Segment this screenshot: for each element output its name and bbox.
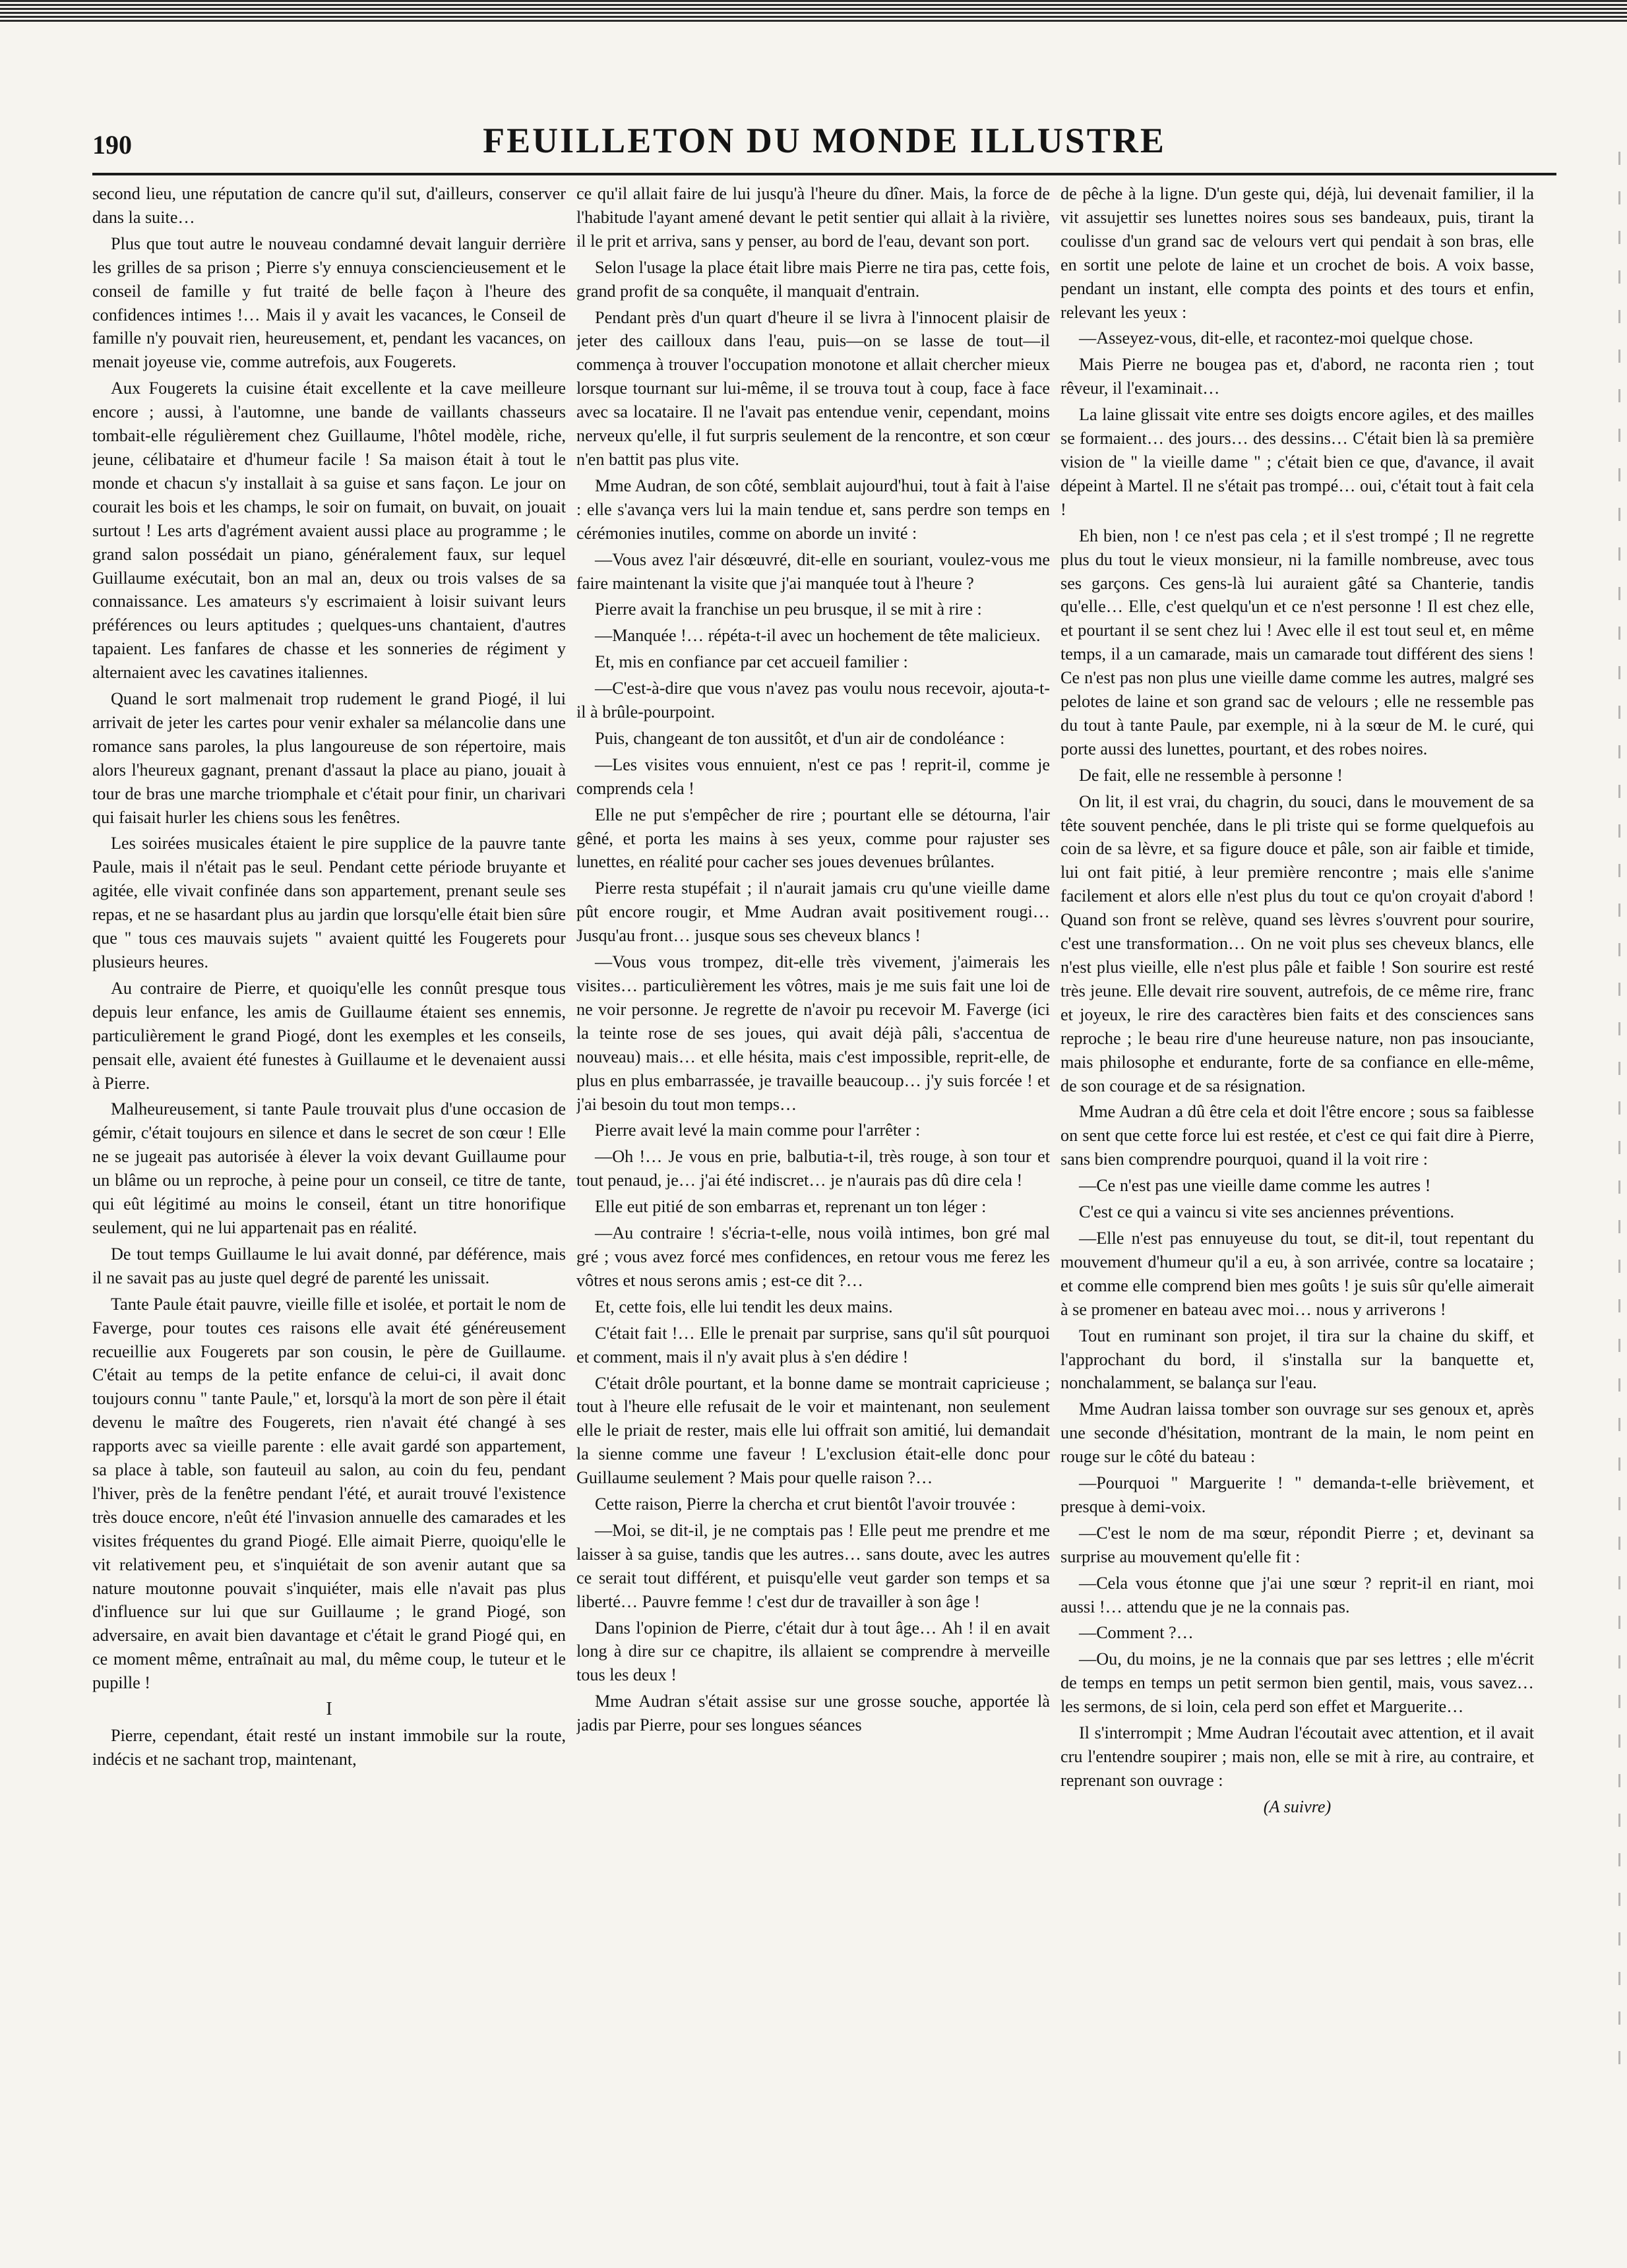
paragraph: Selon l'usage la place était libre mais Pierre ne tira pas, cette fois, grand profit de sa conquête, il manquait d'entrain. <box>576 257 1050 301</box>
paragraph: —C'est-à-dire que vous n'avez pas voulu nous recevoir, ajouta-t-il à brûle-pourpoint. <box>576 679 1050 722</box>
paragraph: Tout en ruminant son projet, il tira sur la chaine du skiff, et l'approchant du bord, il s'installa sur la banquette et, nonchalamment, se balança sur l'eau. <box>1060 1326 1534 1393</box>
paragraph: ce qu'il allait faire de lui jusqu'à l'heure du dîner. Mais, la force de l'habitude l'ayant amené devant le petit sentier qui allait à la rivière, il le prit et arriva, sans y penser, au bord de l'eau, devant son port. <box>576 184 1050 251</box>
paragraph: Mme Audran, de son côté, semblait aujourd'hui, tout à fait à l'aise : elle s'avança vers lui la main tendue et, sans perdre son temps en cérémonies inutiles, comme on aborde un invité : <box>576 475 1050 543</box>
paragraph: Plus que tout autre le nouveau condamné devait languir derrière les grilles de sa prison ; Pierre s'y ennuya consciencieusement et le conseil de famille y fut traité de belle façon à l'heure des confidences intimes !… Mais il y avait les vacances, le Conseil de famille n'y pouvait rien, heureusement, et, pendant les vacances, on menait joyeuse vie, comme autrefois, aux Fougerets. <box>92 233 566 372</box>
paragraph: C'était drôle pourtant, et la bonne dame se montrait capricieuse ; tout à l'heure elle refusait de le voir et maintenant, non seulement elle le priait de rester, mais elle lui offrait son amitié, lui demandait la sienne comme une faveur ! L'exclusion était-elle donc pour Guillaume seulement ? Mais pour quelle raison ?… <box>576 1373 1050 1488</box>
page-number: 190 <box>92 130 132 160</box>
paragraph: Aux Fougerets la cuisine était excellente et la cave meilleure encore ; aussi, à l'automne, une bande de vaillants chasseurs tombait-elle régulièrement chez Guillaume, l'hôtel modèle, riche, jeune, célibataire et d'humeur facile ! Sa maison était à tout le monde et chacun s'y installait à sa guise et sans façon. Le jour on courait les bois et les champs, le soir on fumait, on buvait, on jouait surtout ! Les arts d'agrément avaient aussi place au programme ; le grand salon possédait un piano, généralement faux, sur lequel Guillaume exécutait, bon an mal an, deux ou trois valses de sa connaissance. Les amateurs s'y escrimaient à loisir suivant leurs préférences ou leurs aptitudes ; quelques-uns chantaient, d'autres tapaient. Les fanfares de chasse et les sonneries de régiment y alternaient avec les cavatines italiennes. <box>92 379 566 683</box>
paragraph: —Pourquoi " Marguerite ! " demanda-t-elle brièvement, et presque à demi-voix. <box>1060 1473 1534 1516</box>
paragraph: —Oh !… Je vous en prie, balbutia-t-il, très rouge, à son tour et tout penaud, je… j'ai été indiscret… je n'aurais pas dû dire cela ! <box>576 1147 1050 1190</box>
paragraph: De fait, elle ne ressemble à personne ! <box>1079 765 1343 785</box>
paragraph: Pendant près d'un quart d'heure il se livra à l'innocent plaisir de jeter des cailloux dans l'eau, puis—on se lasse de tout—il commença à trouver l'occupation monotone et allait chercher mieux lorsque tournant sur lui-même, il se trouva tout à coup, face à face avec sa locataire. Il ne l'avait pas entendue venir, cependant, moins nerveux qu'elle, il fut surpris seulement de la rencontre, et son cœur n'en battit pas plus vite. <box>576 307 1050 469</box>
paragraph: Pierre resta stupéfait ; il n'aurait jamais cru qu'une vieille dame pût encore rougir, et Mme Audran avait positivement rougi… Jusqu'au front… jusque sous ses cheveux blancs ! <box>576 878 1050 946</box>
paragraph: —Vous vous trompez, dit-elle très vivement, j'aimerais les visites… particulièrement les vôtres, mais je me suis fait une loi de ne voir personne. Je regrette de n'avoir pu recevoir M. Faverge (ici la teinte rose de ses joues, qui avait déjà pâli, s'accentua de nouveau) mais… et elle hésita, mais c'est impossible, reprit-elle, de plus en plus embarrassée, je travaille beaucoup… j'y suis forcée ! et j'ai besoin du tout mon temps… <box>576 952 1050 1114</box>
paragraph: Pierre avait levé la main comme pour l'arrêter : <box>595 1120 921 1140</box>
paragraph: Tante Paule était pauvre, vieille fille et isolée, et portait le nom de Faverge, pour toutes ces raisons elle avait été généreusement recueillie aux Fougerets par son cousin, le père de Guillaume. C'était au temps de la petite enfance de celui-ci, il avait donc toujours connu " tante Paule," et, lorsqu'à la mort de son père il était devenu le maître des Fougerets, rien n'avait été changé à ses rapports avec sa vieille parente : elle avait gardé son appartement, sa place à table, son fauteuil au salon, au coin du feu, pendant l'hiver, près de la fenêtre pendant l'été, et aurait trouvé l'existence très douce encore, n'eût été l'invasion annuelle des camarades et les visites fréquentes du grand Piogé. Elle aimait Pierre, quoiqu'elle le vit relativement peu, et s'inquiétait de son avenir autant que sa nature moutonne pouvait s'inquiéter, mais elle n'avait pas plus d'influence sur lui que sur Guillaume ; le grand Piogé, son adversaire, en avait bien davantage et c'était le grand Piogé qui, en ce moment même, entraînait au mal, du même coup, le tuteur et le pupille ! <box>92 1294 566 1693</box>
paragraph: Quand le sort malmenait trop rudement le grand Piogé, il lui arrivait de jeter les cartes pour venir exhaler sa mélancolie dans une romance sans paroles, la plus langoureuse de son répertoire, mais alors l'heureux gagnant, prenant d'assaut la place au piano, jouait à tour de bras une marche triomphale et c'était pour finir, un charivari qui faisait hurler les chiens sous les fenêtres. <box>92 689 566 827</box>
column-1 <box>92 182 566 2240</box>
paragraph: C'était fait !… Elle le prenait par surprise, sans qu'il sût pourquoi et comment, mais il n'y avait plus à s'en dédire ! <box>576 1323 1050 1366</box>
paragraph: Mme Audran a dû être cela et doit l'être encore ; sous sa faiblesse on sent que cette force lui est restée, et c'est ce qui fait dire à Pierre, sans bien comprendre pourquoi, quand il la voit rire : <box>1060 1102 1534 1169</box>
paragraph: Les soirées musicales étaient le pire supplice de la pauvre tante Paule, mais il n'était pas le seul. Pendant cette période bruyante et agitée, elle vivait confinée dans son appartement, prenant seule ses repas, et ne se hasardant plus au jardin que lorsqu'elle était bien sûre que " tous ces mauvais sujets " avaient quitté les Fougerets pour plusieurs heures. <box>92 834 566 971</box>
top-border <box>0 0 1627 22</box>
paragraph: —Manquée !… répéta-t-il avec un hochement de tête malicieux. <box>595 626 1041 646</box>
paragraph: —Vous avez l'air désœuvré, dit-elle en souriant, voulez-vous me faire maintenant la visite que j'ai manquée tout à l'heure ? <box>576 549 1050 593</box>
paragraph: Pierre avait la franchise un peu brusque, il se mit à rire : <box>595 599 982 619</box>
to-be-continued: (A suivre) <box>1263 1796 1332 1816</box>
paragraph: —C'est le nom de ma sœur, répondit Pierre ; et, devinant sa surprise au mouvement qu'elle fit : <box>1060 1523 1534 1566</box>
paragraph: Pierre, cependant, était resté un instant immobile sur la route, indécis et ne sachant trop, maintenant, <box>92 1726 566 1769</box>
paragraph: La laine glissait vite entre ses doigts encore agiles, et des mailles se formaient… des jours… des dessins… C'était bien là sa première vision de " la vieille dame " ; c'était bien ce que, d'avance, il avait dépeint à Martel. Il ne s'était pas trompé… oui, c'était tout à fait cela ! <box>1060 405 1534 519</box>
page-title: FEUILLETON DU MONDE ILLUSTRE <box>483 121 1166 160</box>
paragraph: Et, mis en confiance par cet accueil familier : <box>595 652 908 672</box>
column-2 <box>576 182 1050 2240</box>
paragraph: De tout temps Guillaume le lui avait donné, par déférence, mais il ne savait pas au juste quel degré de parenté les unissait. <box>92 1244 566 1287</box>
paragraph: C'est ce qui a vaincu si vite ses anciennes préventions. <box>1079 1202 1455 1222</box>
paragraph: de pêche à la ligne. D'un geste qui, déjà, lui devenait familier, il la vit assujettir ses lunettes noires sous ses bandeaux, puis, tirant la coulisse d'un grand sac de velours vert qui pendait à son bras, elle en sortit une pelote de laine et un crochet de bois. A voix basse, pendant un instant, elle compta des points et des tours et enfin, relevant les yeux : <box>1060 184 1534 322</box>
paragraph: Il s'interrompit ; Mme Audran l'écoutait avec attention, et il avait cru l'entendre soupirer ; mais non, elle se mit à rire, au contraire, et reprenant son ouvrage : <box>1060 1723 1534 1790</box>
paragraph: —Au contraire ! s'écria-t-elle, nous voilà intimes, bon gré mal gré ; vous avez forcé mes confidences, en retour vous me ferez les vôtres et nous serons amis ; est-ce dit ?… <box>576 1223 1050 1290</box>
paragraph: Dans l'opinion de Pierre, c'était dur à tout âge… Ah ! il en avait long à dire sur ce chapitre, ils allaient se comprendre à merveille tous les deux ! <box>576 1618 1050 1685</box>
paragraph: Et, cette fois, elle lui tendit les deux mains. <box>595 1297 893 1316</box>
paragraph: Elle ne put s'empêcher de rire ; pourtant elle se détourna, l'air gêné, et porta les mains à ses yeux, comme pour rajuster ses lunettes, en réalité pour cacher ses joues devenues brûlantes. <box>576 805 1050 872</box>
paragraph: —Asseyez-vous, dit-elle, et racontez-moi quelque chose. <box>1079 328 1473 348</box>
header-rule <box>92 173 1556 175</box>
paragraph: On lit, il est vrai, du chagrin, du souci, dans le mouvement de sa tête souvent penchée, dans le pli triste qui se forme quelquefois au coin de sa lèvre, et sa figure douce et pâle, son air faible et timide, lui ont fait pitié, à leur première rencontre ; mais elle s'anime facilement et alors elle n'est plus du tout ce qu'on croyait d'abord ! Quand son front se relève, quand ses lèvres s'ouvrent pour sourire, c'est une transformation… On ne voit plus ses cheveux blancs, elle n'est plus vieille, elle n'est plus pâle et faible ! Son sourire est resté très jeune. Elle devait rire souvent, autrefois, de ce même rire, franc et joyeux, le rire des caractères bien faits et des consciences sans reproche ; le beau rire d'une heureuse nature, non pas insouciante, mais philosophe et endurante, forte de sa confiance en elle-même, de son courage et de sa résignation. <box>1060 791 1534 1095</box>
paragraph: second lieu, une réputation de cancre qu'il sut, d'ailleurs, conserver dans la suite… <box>92 184 566 227</box>
paragraph: —Cela vous étonne que j'ai une sœur ? reprit-il en riant, moi aussi !… attendu que je ne la connais pas. <box>1060 1573 1534 1616</box>
paragraph: —Comment ?… <box>1079 1623 1194 1643</box>
binding-edge <box>1618 152 1620 2064</box>
paragraph: Mme Audran s'était assise sur une grosse souche, apportée là jadis par Pierre, pour ses longues séances <box>576 1692 1050 1735</box>
paragraph: Mme Audran laissa tomber son ouvrage sur ses genoux et, après une seconde d'hésitation, montrant de la main, le nom peint en rouge sur le côté du bateau : <box>1060 1399 1534 1467</box>
paragraph: —Ce n'est pas une vieille dame comme les autres ! <box>1079 1176 1431 1196</box>
paragraph: Elle eut pitié de son embarras et, reprenant un ton léger : <box>595 1197 987 1217</box>
paragraph: —Les visites vous ennuient, n'est ce pas ! reprit-il, comme je comprends cela ! <box>576 754 1050 798</box>
column-3 <box>1060 182 1534 2240</box>
paragraph: Eh bien, non ! ce n'est pas cela ; et il s'est trompé ; Il ne regrette plus du tout le vieux monsieur, ni la famille nombreuse, avec tous ses garçons. Ces gens-là lui auraient gâté sa Chanterie, tandis qu'elle… Elle, c'est quelqu'un et ce n'est personne ! Il est chez elle, et pourtant il se sent chez lui ! Avec elle il est tout seul et, en même temps, il a un camarade, mais un camarade tout différent des siens ! Ce n'est pas non plus une vieille dame comme les autres, malgré ses pelotes de laine et son grand sac de velours ; elle ne ressemble pas du tout à tante Paule, par exemple, ni à la sœur de M. le curé, qui porte aussi des lunettes, pourtant, et des robes noires. <box>1060 526 1534 758</box>
section-number: I <box>326 1699 332 1720</box>
paragraph: —Moi, se dit-il, je ne comptais pas ! Elle peut me prendre et me laisser à sa guise, tandis que les autres… sans doute, avec les autres ce serait tout différent, et puisqu'elle veut garder son temps et sa liberté… Pauvre femme ! c'est dur de travailler à son âge ! <box>576 1520 1050 1611</box>
paragraph: Malheureusement, si tante Paule trouvait plus d'une occasion de gémir, c'était toujours en silence et dans le secret de son cœur ! Elle ne se jugeait pas autorisée à élever la voix devant Guillaume pour un blâme ou un reproche, à peine pour un conseil, ce titre de tante, qui eût légitimé au moins le conseil, étant un titre honorifique seulement, qui ne lui appartenait pas en réalité. <box>92 1099 566 1237</box>
paragraph: —Elle n'est pas ennuyeuse du tout, se dit-il, tout repentant du mouvement d'humeur qu'il a eu, à son arrivée, contre sa locataire ; et comme elle comprend bien mes goûts ! je suis sûr qu'elle aimerait à se promener en bateau avec moi… nous y arriverons ! <box>1060 1228 1534 1319</box>
paragraph: Mais Pierre ne bougea pas et, d'abord, ne raconta rien ; tout rêveur, il l'examinait… <box>1060 355 1534 398</box>
page-header <box>92 116 1556 175</box>
paragraph: Cette raison, Pierre la chercha et crut bientôt l'avoir trouvée : <box>595 1494 1016 1514</box>
paragraph: Puis, changeant de ton aussitôt, et d'un air de condoléance : <box>595 728 1005 748</box>
paragraph: —Ou, du moins, je ne la connais que par ses lettres ; elle m'écrit de temps en temps un petit sermon bien gentil, mais, vous savez… les sermons, de si loin, cela perd son effet et Marguerite… <box>1060 1649 1534 1717</box>
paragraph: Au contraire de Pierre, et quoiqu'elle les connût presque tous depuis leur enfance, les amis de Guillaume étaient ses ennemis, particulièrement le grand Piogé, dont les exemples et les conseils, pensait elle, avaient été funestes à Guillaume et le devenaient aussi à Pierre. <box>92 978 566 1093</box>
